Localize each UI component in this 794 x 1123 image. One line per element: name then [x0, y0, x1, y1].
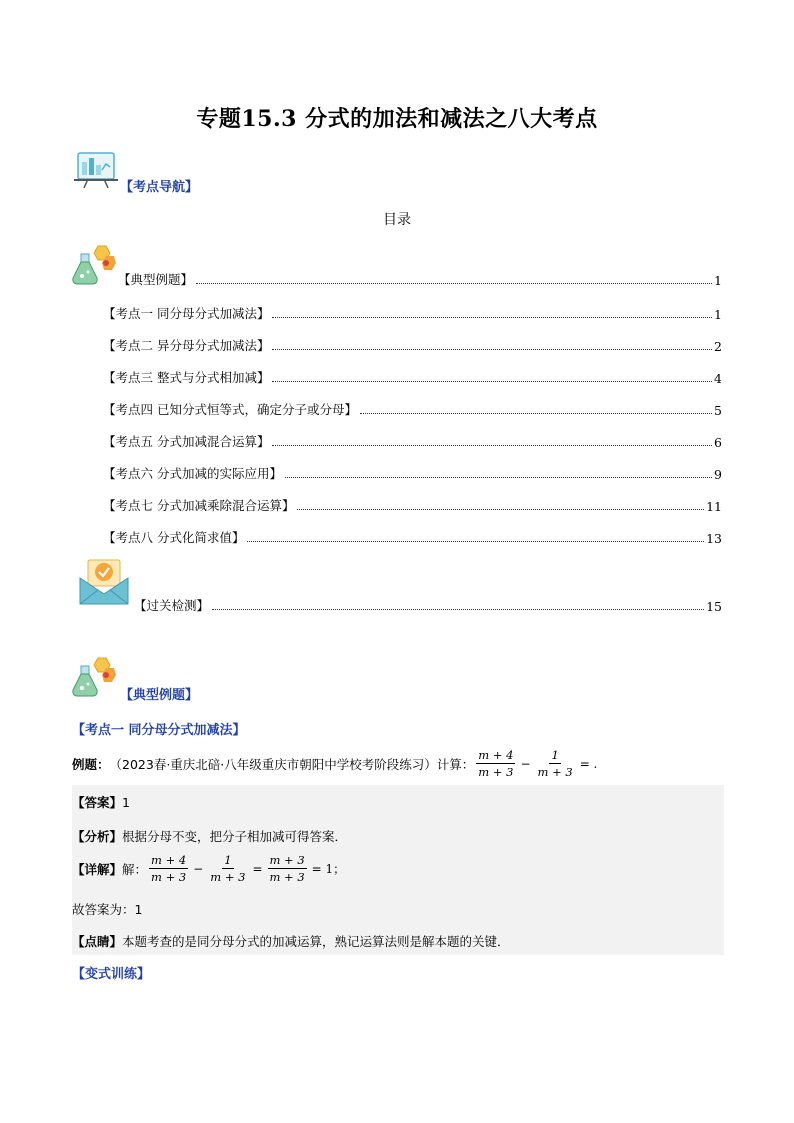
- comment-line: [72, 932, 510, 950]
- toc-page: 5: [714, 403, 722, 418]
- toc-label: 【典型例题】: [118, 272, 194, 287]
- toc-row[interactable]: [103, 464, 722, 482]
- answer-tag: 【答案】: [72, 795, 123, 810]
- toc-leader: [360, 413, 712, 414]
- toc-label: 【考点五 分式加减混合运算】: [103, 434, 270, 449]
- toc-row[interactable]: [103, 400, 722, 418]
- toc-row[interactable]: [103, 496, 722, 514]
- toc-row[interactable]: [118, 270, 722, 288]
- toc-leader: [272, 317, 712, 318]
- toc-leader: [196, 283, 712, 284]
- toc-row[interactable]: [103, 368, 722, 386]
- detail-line: [72, 853, 348, 884]
- toc-row[interactable]: [134, 596, 722, 614]
- analysis-text: 根据分母不变，把分子相加减可得答案．: [122, 829, 348, 844]
- toc-page: 13: [706, 531, 722, 546]
- toc-label: 【考点七 分式加减乘除混合运算】: [103, 498, 295, 513]
- toc-page: 15: [706, 599, 722, 614]
- fraction: $\frac{m + 4}{m + 3}$: [478, 748, 514, 779]
- comment-tag: 【点睛】: [72, 934, 123, 949]
- fraction: $\frac{1}{m + 3}$: [210, 853, 246, 884]
- toc-label: 【考点四 已知分式恒等式，确定分子或分母】: [103, 402, 357, 417]
- detail-lead: 解：: [122, 861, 148, 877]
- equals-blank: = .: [579, 756, 598, 771]
- equals-sign: =: [252, 861, 263, 876]
- final-answer-line: 故答案为：1: [72, 902, 143, 917]
- topic-title: 【考点一 同分母分式加减法】: [72, 723, 246, 738]
- toc-leader: [272, 349, 712, 350]
- answer-text: 1: [122, 794, 130, 810]
- section-label: 【典型例题】: [120, 688, 199, 703]
- toc-row[interactable]: [103, 336, 722, 354]
- page-title: 专题15.3 分式的加法和减法之八大考点: [196, 106, 598, 132]
- example-source: （2023春·重庆北碚·八年级重庆市朝阳中学校考阶段练习）计算：: [109, 756, 475, 772]
- detail-tag: 【详解】: [72, 861, 123, 877]
- toc-leader: [297, 509, 704, 510]
- check-envelope-icon: [78, 558, 130, 606]
- toc-leader: [212, 609, 704, 610]
- comment-text: 本题考查的是同分母分式的加减运算，熟记运算法则是解本题的关键．: [122, 934, 510, 949]
- analysis-tag: 【分析】: [72, 829, 123, 844]
- toc-title: 目录: [383, 212, 411, 228]
- toc-leader: [272, 381, 712, 382]
- presentation-board-icon: [74, 150, 120, 190]
- toc-leader: [285, 477, 712, 478]
- toc-row[interactable]: [103, 432, 722, 450]
- nav-label: 【考点导航】: [120, 180, 199, 195]
- toc-page: 9: [714, 467, 722, 482]
- fraction: $\frac{1}{m + 3}$: [537, 748, 573, 779]
- toc-page: 11: [706, 499, 722, 514]
- minus-sign: −: [520, 756, 531, 771]
- fraction: $\frac{m + 3}{m + 3}$: [269, 853, 305, 884]
- flask-hexagon-icon: [70, 244, 116, 286]
- toc-page: 4: [714, 371, 722, 386]
- toc-label: 【考点三 整式与分式相加减】: [103, 370, 270, 385]
- result: = 1；: [311, 862, 346, 876]
- fraction: $\frac{m + 4}{m + 3}$: [151, 853, 187, 884]
- toc-page: 6: [714, 435, 722, 450]
- example-problem: [72, 748, 732, 779]
- minus-sign: −: [193, 861, 204, 876]
- example-prefix: 例题：: [72, 756, 110, 772]
- toc-leader: [272, 445, 712, 446]
- variant-training-label: 【变式训练】: [72, 967, 151, 982]
- toc-label: 【考点八 分式化简求值】: [103, 530, 245, 545]
- toc-row[interactable]: [103, 304, 722, 322]
- toc-page: 1: [714, 273, 722, 288]
- flask-hexagon-icon: [70, 656, 116, 698]
- analysis-line: [72, 827, 347, 845]
- toc-label: 【考点六 分式加减的实际应用】: [103, 466, 282, 481]
- toc-page: 1: [714, 307, 722, 322]
- toc-row[interactable]: [103, 528, 722, 546]
- toc-label: 【过关检测】: [134, 598, 210, 613]
- toc-leader: [247, 541, 704, 542]
- toc-page: 2: [714, 339, 722, 354]
- toc-label: 【考点二 异分母分式加减法】: [103, 338, 270, 353]
- answer-line: [72, 793, 130, 811]
- toc-label: 【考点一 同分母分式加减法】: [103, 306, 270, 321]
